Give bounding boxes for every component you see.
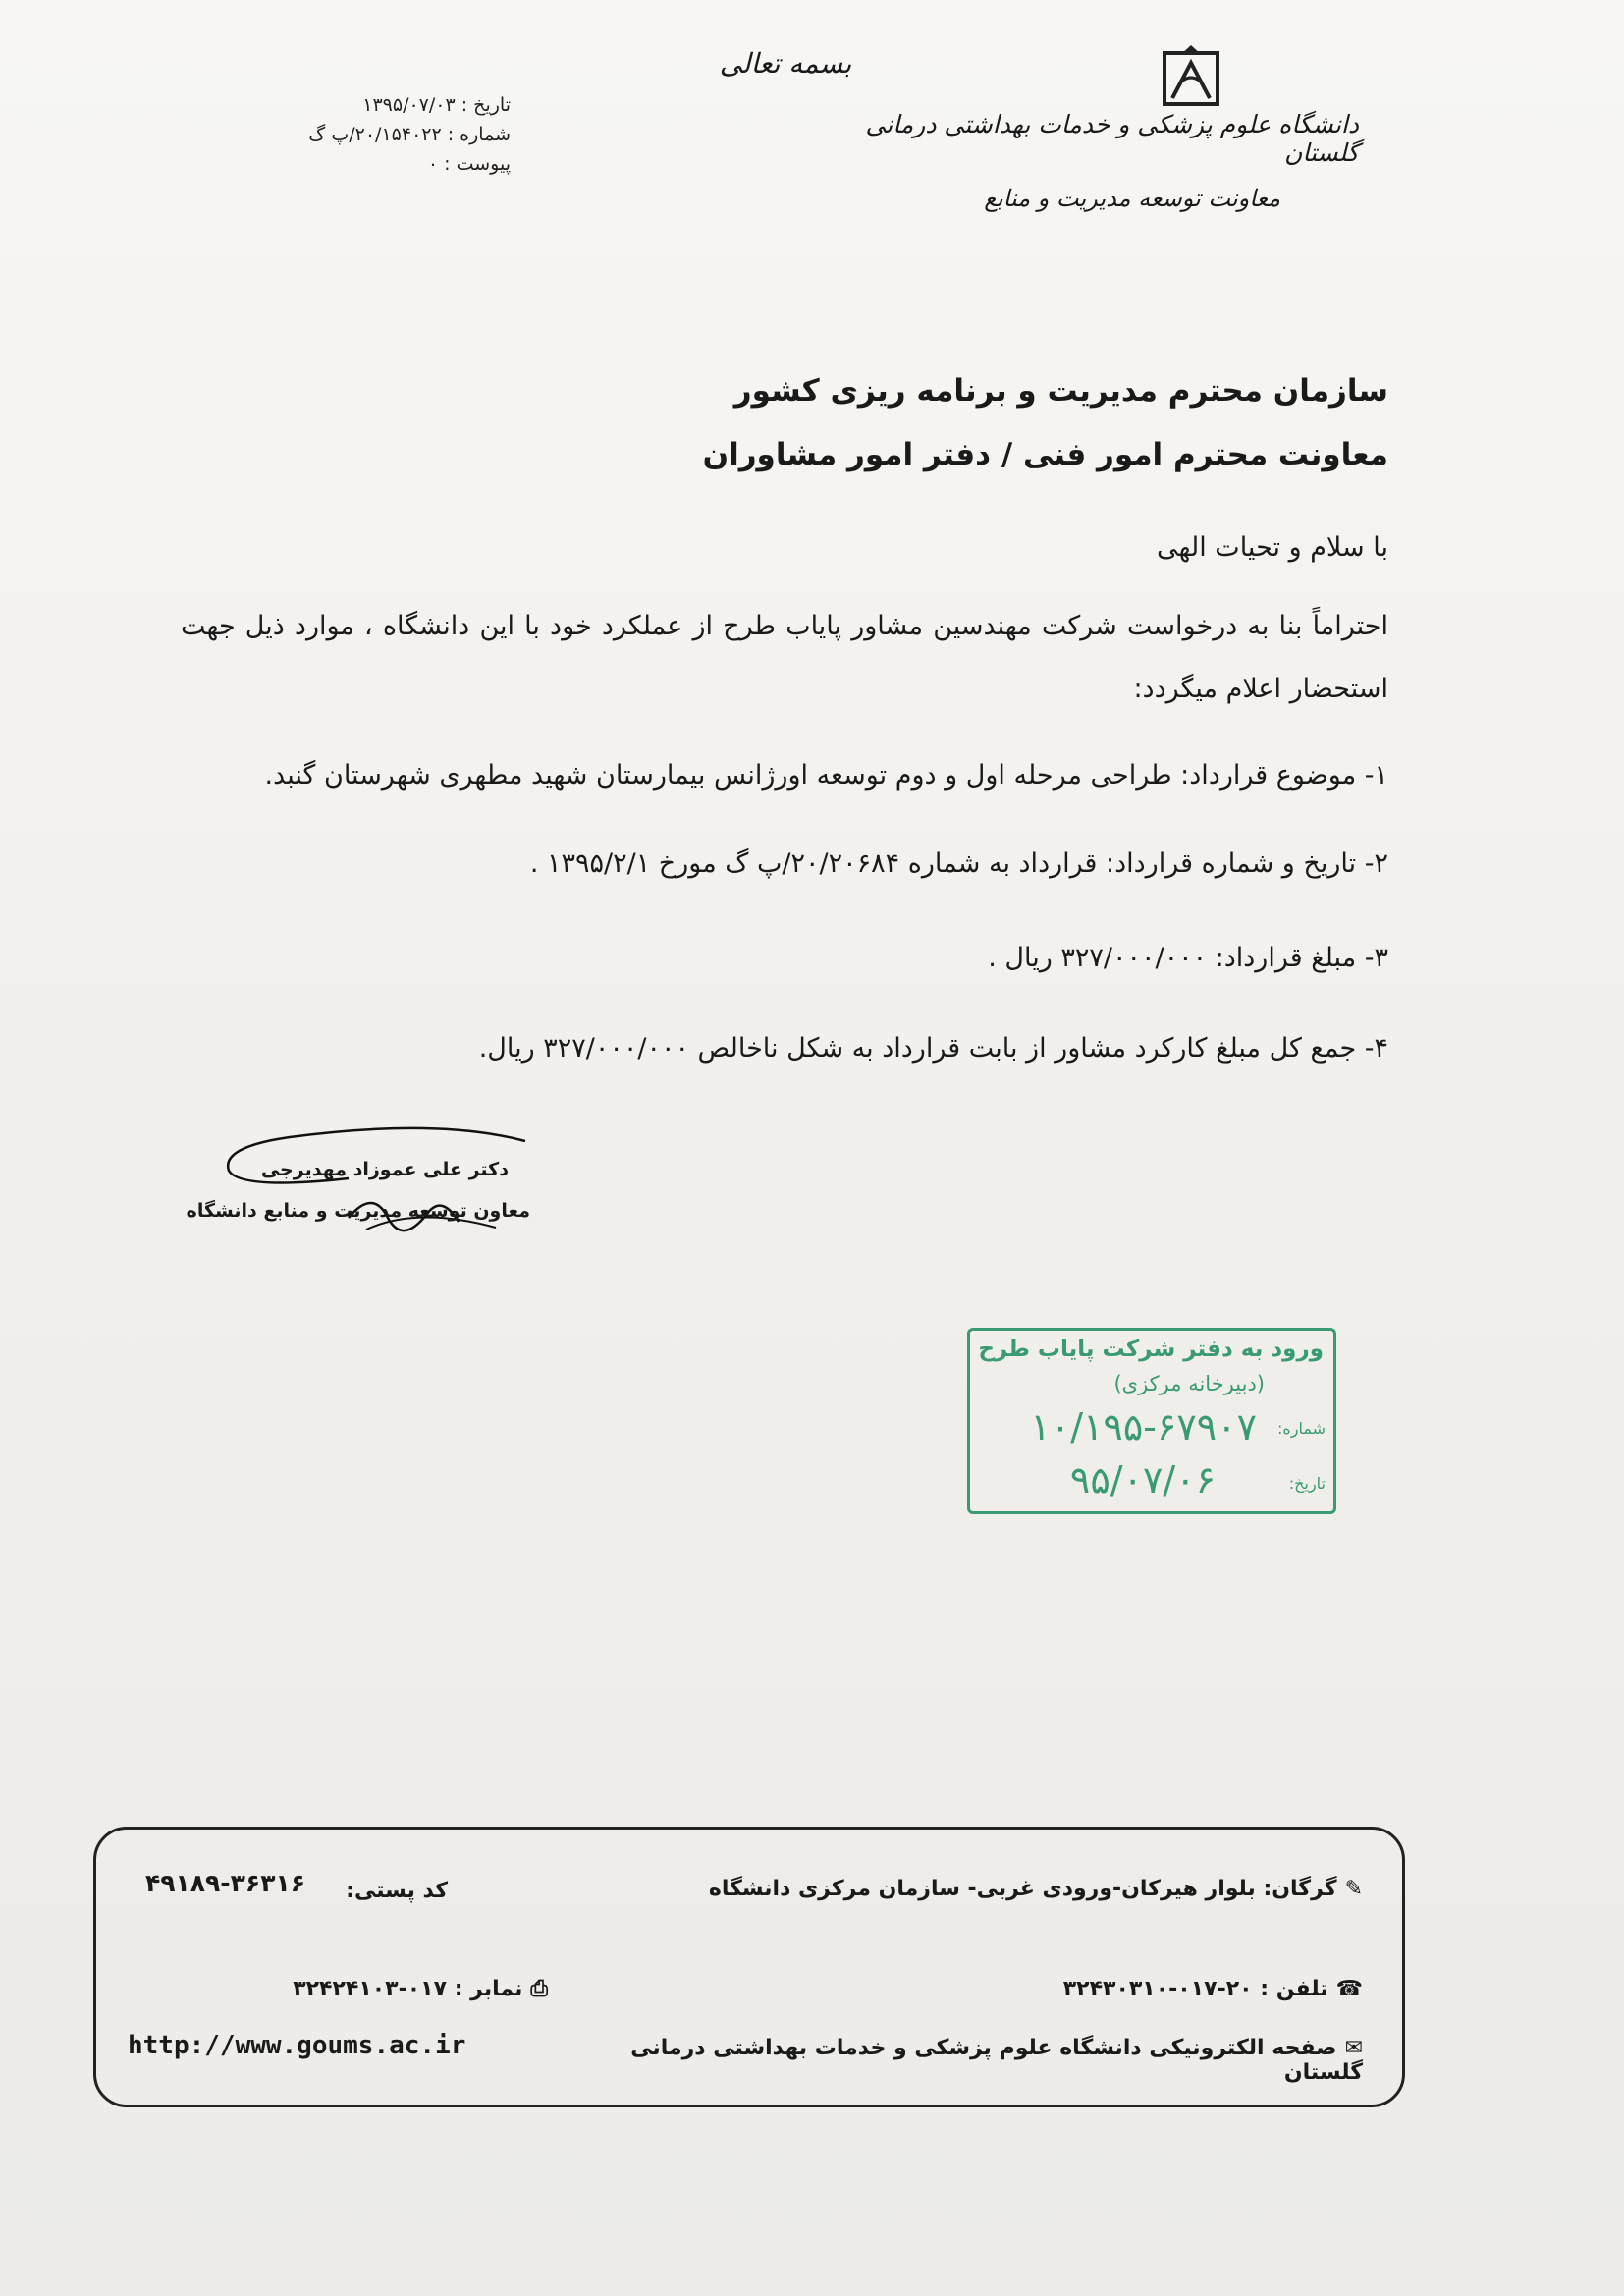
stamp-number-value: ۱۰/۱۹۵-۶۷۹۰۷ — [1030, 1405, 1257, 1449]
letter-attachment: پیوست : ۰ — [427, 153, 511, 175]
footer-website-label: ✉صفحه الکترونیکی دانشگاه علوم پزشکی و خدمات بهداشتی درمانی گلستان — [630, 2036, 1363, 2085]
department-name: معاونت توسعه مدیریت و منابع — [984, 185, 1280, 212]
website-url[interactable]: http://www.goums.ac.ir — [128, 2031, 466, 2060]
signature-scribble — [201, 1120, 535, 1247]
addressee-secondary: معاونت محترم امور فنی / دفتر امور مشاوران — [702, 437, 1388, 472]
signatory-name: دکتر علی عموزاد مهدیرجی — [260, 1159, 509, 1180]
list-item: ۲- تاریخ و شماره قرارداد: قرارداد به شماره ۲۰/۲۰۶۸۴/پ گ مورخ ۱۳۹۵/۲/۱ . — [529, 848, 1388, 879]
list-item: ۳- مبلغ قرارداد: ۳۲۷/۰۰۰/۰۰۰ ریال . — [988, 943, 1388, 973]
signatory-title: معاون توسعه مدیریت و منابع دانشگاه — [186, 1200, 530, 1222]
stamp-date-label: تاریخ: — [1288, 1474, 1326, 1493]
list-item: ۱- موضوع قرارداد: طراحی مرحله اول و دوم توسعه اورژانس بیمارستان شهید مطهری شهرستان گنبد. — [264, 760, 1388, 791]
letter-date: تاریخ : ۱۳۹۵/۰۷/۰۳ — [362, 94, 511, 116]
pen-icon: ✎ — [1344, 1877, 1363, 1901]
letter-meta — [295, 90, 511, 179]
phone-icon: ☎ — [1335, 1977, 1363, 2001]
fax-icon: ⎙ — [530, 1977, 548, 2001]
mail-icon: ✉ — [1344, 2036, 1363, 2060]
footer-address: ✎گرگان: بلوار هیرکان-ورودی غربی- سازمان مرکزی دانشگاه — [708, 1877, 1363, 1901]
footer-fax: ⎙نمابر : ۰۱۷-۳۲۴۲۴۱۰۳ — [293, 1977, 548, 2001]
receipt-stamp — [967, 1328, 1336, 1514]
greeting: با سلام و تحیات الهی — [1157, 532, 1388, 563]
basmala: بسمه تعالی — [719, 47, 852, 80]
footer-phone: ☎تلفن : ۲۰-۰۱۷-۳۲۴۳۰۳۱۰ — [1062, 1977, 1363, 2001]
body-paragraph: احتراماً بنا به درخواست شرکت مهندسین مشاور پایاب طرح از عملکرد خود با این دانشگاه ، موارد ذیل جهت استحضار اعلام میگردد: — [181, 611, 1388, 704]
stamp-title: ورود به دفتر شرکت پایاب طرح — [978, 1337, 1324, 1362]
stamp-number-label: شماره: — [1276, 1419, 1326, 1438]
addressee-primary: سازمان محترم مدیریت و برنامه ریزی کشور — [733, 373, 1388, 409]
postal-code-label: کد پستی: — [346, 1879, 448, 1903]
stamp-subtitle: (دبیرخانه مرکزی) — [1113, 1372, 1265, 1395]
letter-number: شماره : ۲۰/۱۵۴۰۲۲/پ گ — [308, 124, 511, 145]
stamp-date-value: ۹۵/۰۷/۰۶ — [1069, 1458, 1216, 1502]
university-logo-icon — [1157, 39, 1225, 110]
postal-code-value: ۴۹۱۸۹-۳۶۳۱۶ — [145, 1869, 305, 1897]
footer-box — [93, 1827, 1405, 2107]
university-name: دانشگاه علوم پزشکی و خدمات بهداشتی درمانی گلستان — [865, 110, 1359, 167]
list-item: ۴- جمع کل مبلغ کارکرد مشاور از بابت قرارداد به شکل ناخالص ۳۲۷/۰۰۰/۰۰۰ ریال. — [478, 1033, 1388, 1064]
